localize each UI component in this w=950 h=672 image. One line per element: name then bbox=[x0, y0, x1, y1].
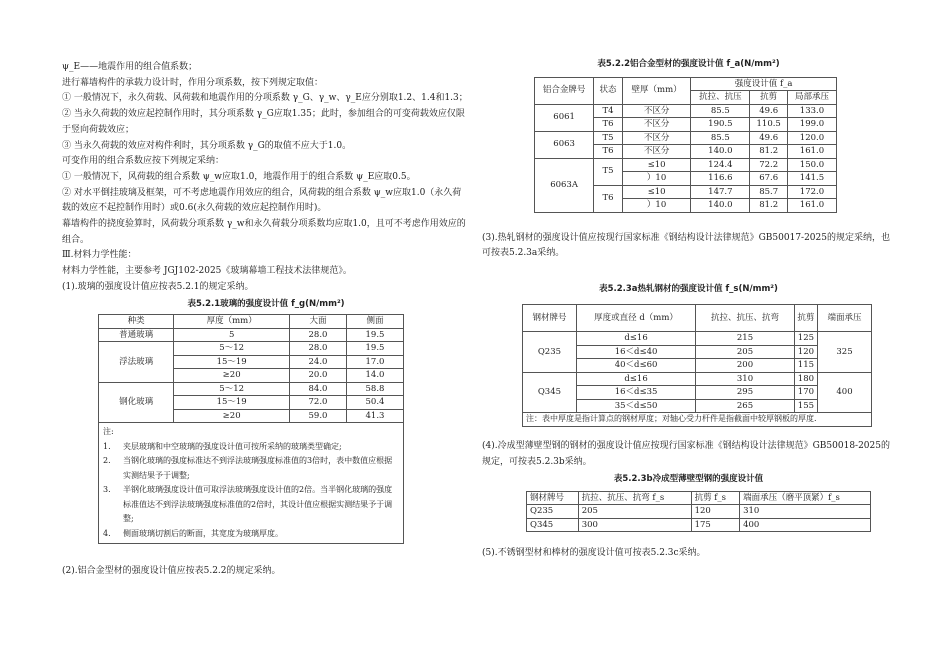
table-row bbox=[535, 158, 837, 172]
table-cell: 161.0 bbox=[787, 199, 836, 213]
table-cell: 49.6 bbox=[750, 104, 787, 118]
table-cell: 120 bbox=[691, 505, 740, 519]
paragraph: 材料力学性能，主要参考 JGJ102-2025《玻璃幕墙工程技术法律规范》。 bbox=[62, 266, 352, 277]
table-cell: 265 bbox=[696, 399, 795, 413]
table-cell: 190.5 bbox=[691, 118, 750, 132]
table-cell: ≤10 bbox=[622, 185, 690, 199]
note-text: 侧面玻璃切割后的断面，其宽度为玻璃厚度。 bbox=[123, 528, 283, 538]
paragraph: (3).热轧钢材的强度设计值应按现行国家标准《钢结构设计法律规范》GB50017-2025的规定采纳，也可按表5.2.3a采纳。 bbox=[482, 232, 890, 259]
table-cell: 215 bbox=[696, 332, 795, 346]
table-cell: T6 bbox=[594, 118, 623, 132]
table-cell: Q235 bbox=[527, 505, 579, 519]
table-cell: 24.0 bbox=[289, 355, 346, 369]
paragraph: ③ 当永久荷载的效应对构件利时，其分项系数 γ_G的取值不应大于1.0。 bbox=[62, 140, 352, 151]
table-cell: 116.6 bbox=[691, 172, 750, 186]
column-header: 端面承压 bbox=[818, 304, 872, 332]
table-cell: 205 bbox=[696, 345, 795, 359]
table-cell: T5 bbox=[594, 158, 623, 185]
table-title: 表5.2.1玻璃的强度设计值 f_g(N/mm²) bbox=[187, 298, 345, 309]
column-header: 钢材牌号 bbox=[527, 491, 579, 505]
table-note-row bbox=[523, 413, 872, 427]
table-cell: 175 bbox=[691, 518, 740, 532]
table-cell: 115 bbox=[794, 359, 817, 373]
hot-rolled-steel-table bbox=[522, 304, 872, 427]
table-row bbox=[523, 372, 872, 386]
table-cell: 200 bbox=[696, 359, 795, 373]
table-cell: 84.0 bbox=[289, 382, 346, 396]
column-header: 局部承压 bbox=[787, 91, 836, 105]
paragraph: (5).不锈钢型材和棒材的强度设计值可按表5.2.3c采纳。 bbox=[482, 548, 706, 559]
aluminum-strength-table bbox=[534, 77, 837, 213]
section-heading: Ⅲ.材料力学性能： bbox=[62, 250, 137, 261]
table-cell: 35＜d≤50 bbox=[576, 399, 695, 413]
note-item bbox=[103, 454, 399, 483]
column-header: 强度设计值 f_a bbox=[691, 77, 837, 91]
table-cell: 81.2 bbox=[750, 199, 787, 213]
table-cell: Q345 bbox=[527, 518, 579, 532]
column-header: 状态 bbox=[594, 77, 623, 104]
table-cell: 14.0 bbox=[346, 369, 403, 383]
paragraph: (2).铝合金型材的强度设计值应按表5.2.2的规定采纳。 bbox=[62, 566, 281, 577]
table-cell: 50.4 bbox=[346, 396, 403, 410]
table-cell: 28.0 bbox=[289, 342, 346, 356]
table-row bbox=[99, 342, 404, 356]
table-cell: 不区分 bbox=[622, 104, 690, 118]
table-cell: 140.0 bbox=[691, 145, 750, 159]
table-row bbox=[535, 104, 837, 118]
table-cell: ≥20 bbox=[174, 409, 290, 423]
column-header: 壁厚（mm） bbox=[622, 77, 690, 104]
table-row bbox=[527, 505, 871, 519]
table-cell: 147.7 bbox=[691, 185, 750, 199]
table-note: 注：表中厚度是指计算点的钢材厚度；对轴心受力杆件是指截面中较厚钢板的厚度. bbox=[523, 413, 872, 427]
paragraph: ψ_E——地震作用的组合值系数； bbox=[62, 62, 198, 72]
paragraph: ② 对水平倒挂玻璃及框架，可不考虑地震作用效应的组合，风荷载的组合系数 ψ_w应取1.0（永久荷载的效应不起控制作用时）或0.6(永久荷载的效应起控制作用时)。 bbox=[62, 187, 462, 214]
table-cell: 141.5 bbox=[787, 172, 836, 186]
paragraph: 进行幕墙构件的承载力设计时，作用分项系数，按下列规定取值： bbox=[62, 77, 324, 88]
table-cell: 400 bbox=[740, 518, 871, 532]
note-item bbox=[103, 440, 399, 455]
table-cell: 28.0 bbox=[289, 328, 346, 342]
column-header: 抗拉、抗压、抗弯 f_s bbox=[578, 491, 691, 505]
table-cell: 295 bbox=[696, 386, 795, 400]
paragraph: (4).冷成型薄壁型钢的钢材的强度设计值应按现行国家标准《钢结构设计法律规范》GB50018-2025的规定，可按表5.2.3b采纳。 bbox=[482, 440, 890, 467]
table-cell: ≤10 bbox=[622, 158, 690, 172]
table-cell: Q345 bbox=[523, 372, 577, 413]
table-cell: 41.3 bbox=[346, 409, 403, 423]
table-cell: 161.0 bbox=[787, 145, 836, 159]
table-cell: ）10 bbox=[622, 172, 690, 186]
table-cell: 19.5 bbox=[346, 328, 403, 342]
table-cell: 110.5 bbox=[750, 118, 787, 132]
table-cell: 155 bbox=[794, 399, 817, 413]
table-cell: 81.2 bbox=[750, 145, 787, 159]
table-cell: 59.0 bbox=[289, 409, 346, 423]
paragraph: ② 当永久荷载的效应起控制作用时，其分项系数 γ_G应取1.35；此时，参加组合的可变荷载效应仅限于竖向荷载效应； bbox=[62, 109, 465, 135]
table-cell: 钢化玻璃 bbox=[99, 382, 174, 423]
table-title: 表5.2.2铝合金型材的强度设计值 f_a(N/mm²) bbox=[597, 59, 780, 69]
table-cell: 72.0 bbox=[289, 396, 346, 410]
table-cell: 205 bbox=[578, 505, 691, 519]
table-cell: 不区分 bbox=[622, 145, 690, 159]
note-number: 4. bbox=[103, 528, 111, 538]
table-cell: 5 bbox=[174, 328, 290, 342]
table-cell: 浮法玻璃 bbox=[99, 342, 174, 383]
table-cell: T6 bbox=[594, 145, 623, 159]
column-header: 铝合金牌号 bbox=[535, 77, 594, 104]
table-cell: 不区分 bbox=[622, 118, 690, 132]
glass-strength-table bbox=[98, 314, 404, 544]
table-cell: 300 bbox=[578, 518, 691, 532]
table-cell: 16＜d≤40 bbox=[576, 345, 695, 359]
note-number: 1. bbox=[103, 441, 111, 451]
table-cell: 普通玻璃 bbox=[99, 328, 174, 342]
column-header: 抗剪 f_s bbox=[691, 491, 740, 505]
table-cell: 120 bbox=[794, 345, 817, 359]
paragraph: ① 一般情况下，风荷载的组合系数 ψ_w应取1.0，地震作用于的组合系数 ψ_E应取0.5。 bbox=[62, 171, 416, 182]
table-cell: 125 bbox=[794, 332, 817, 346]
table-note bbox=[99, 423, 404, 544]
table-cell: 6063 bbox=[535, 131, 594, 158]
note-number: 3. bbox=[103, 485, 111, 495]
table-cell: 6061 bbox=[535, 104, 594, 131]
table-row bbox=[523, 332, 872, 346]
table-cell: 124.4 bbox=[691, 158, 750, 172]
column-header: 大面 bbox=[289, 315, 346, 329]
right-column bbox=[482, 0, 895, 562]
table-cell: 133.0 bbox=[787, 104, 836, 118]
paragraph: ① 一般情况下，永久荷载、风荷载和地震作用的分项系数 γ_G、γ_w、γ_E应分别取1.2、1.4和1.3； bbox=[62, 93, 468, 104]
table-cell: 17.0 bbox=[346, 355, 403, 369]
table-cell: ）10 bbox=[622, 199, 690, 213]
table-cell: d≤16 bbox=[576, 372, 695, 386]
table-cell: 180 bbox=[794, 372, 817, 386]
table-cell: 400 bbox=[818, 372, 872, 413]
table-cell: 199.0 bbox=[787, 118, 836, 132]
table-cell: 85.7 bbox=[750, 185, 787, 199]
column-header: 厚度或直径 d（mm） bbox=[576, 304, 695, 332]
column-header: 抗剪 bbox=[794, 304, 817, 332]
note-text: 夹层玻璃和中空玻璃的强度设计值可按所采纳的玻璃类型确定; bbox=[123, 441, 342, 451]
table-cell: 150.0 bbox=[787, 158, 836, 172]
table-cell: 不区分 bbox=[622, 131, 690, 145]
paragraph: (1).玻璃的强度设计值应按表5.2.1的规定采纳。 bbox=[62, 281, 254, 292]
table-cell: 15～19 bbox=[174, 396, 290, 410]
table-cell: 15～19 bbox=[174, 355, 290, 369]
table-cell: d≤16 bbox=[576, 332, 695, 346]
table-cell: 325 bbox=[818, 332, 872, 373]
column-header: 端面承压（磨平顶紧）f_s bbox=[740, 491, 871, 505]
table-row bbox=[99, 382, 404, 396]
table-cell: 20.0 bbox=[289, 369, 346, 383]
table-cell: 5～12 bbox=[174, 342, 290, 356]
column-header: 抗拉、抗压、抗弯 bbox=[696, 304, 795, 332]
table-cell: 140.0 bbox=[691, 199, 750, 213]
table-title: 表5.2.3b冷成型薄壁型钢的强度设计值 bbox=[613, 474, 764, 485]
note-number: 2. bbox=[103, 456, 111, 466]
table-cell: 40＜d≤60 bbox=[576, 359, 695, 373]
left-column bbox=[62, 0, 470, 580]
table-cell: T4 bbox=[594, 104, 623, 118]
table-cell: 170 bbox=[794, 386, 817, 400]
table-row bbox=[99, 328, 404, 342]
table-cell: 16＜d≤35 bbox=[576, 386, 695, 400]
note-item bbox=[103, 483, 399, 527]
note-item bbox=[103, 527, 399, 542]
table-cell: 172.0 bbox=[787, 185, 836, 199]
note-label: 注: bbox=[103, 427, 114, 437]
table-cell: 5～12 bbox=[174, 382, 290, 396]
table-cell: 310 bbox=[696, 372, 795, 386]
table-cell: 72.2 bbox=[750, 158, 787, 172]
column-header: 侧面 bbox=[346, 315, 403, 329]
table-cell: 49.6 bbox=[750, 131, 787, 145]
table-row bbox=[527, 518, 871, 532]
table-cell: 67.6 bbox=[750, 172, 787, 186]
table-cell: Q235 bbox=[523, 332, 577, 373]
table-cell: T6 bbox=[594, 185, 623, 212]
table-cell: 19.5 bbox=[346, 342, 403, 356]
table-cell: ≥20 bbox=[174, 369, 290, 383]
note-text: 半钢化玻璃强度设计值可取浮法玻璃强度设计值的2倍。当半钢化玻璃的强度标准值达不到浮法玻璃强度标准值的2倍时，其设计值应根据实测结果予于调整; bbox=[123, 485, 393, 524]
table-cell: 85.5 bbox=[691, 131, 750, 145]
paragraph: 可变作用的组合系数应按下列规定采纳： bbox=[62, 156, 225, 167]
cold-formed-steel-table bbox=[526, 491, 871, 533]
column-header: 厚度（mm） bbox=[174, 315, 290, 329]
column-header: 抗剪 bbox=[750, 91, 787, 105]
column-header: 抗拉、抗压 bbox=[691, 91, 750, 105]
paragraph: 幕墙构件的挠度验算时，风荷载分项系数 γ_w和永久荷载分项系数均应取1.0，且可不考虑作用效应的组合。 bbox=[62, 219, 466, 245]
column-header: 种类 bbox=[99, 315, 174, 329]
column-header: 钢材牌号 bbox=[523, 304, 577, 332]
table-cell: 6063A bbox=[535, 158, 594, 212]
table-note-row bbox=[99, 423, 404, 544]
table-row bbox=[535, 131, 837, 145]
table-title: 表5.2.3a热轧钢材的强度设计值 f_s(N/mm²) bbox=[599, 284, 778, 295]
table-cell: T5 bbox=[594, 131, 623, 145]
table-cell: 85.5 bbox=[691, 104, 750, 118]
table-cell: 310 bbox=[740, 505, 871, 519]
table-cell: 120.0 bbox=[787, 131, 836, 145]
note-text: 当钢化玻璃的强度标准达不到浮法玻璃强度标准值的3倍时，表中数值应根据实测结果予于调整; bbox=[123, 456, 393, 480]
table-cell: 58.8 bbox=[346, 382, 403, 396]
